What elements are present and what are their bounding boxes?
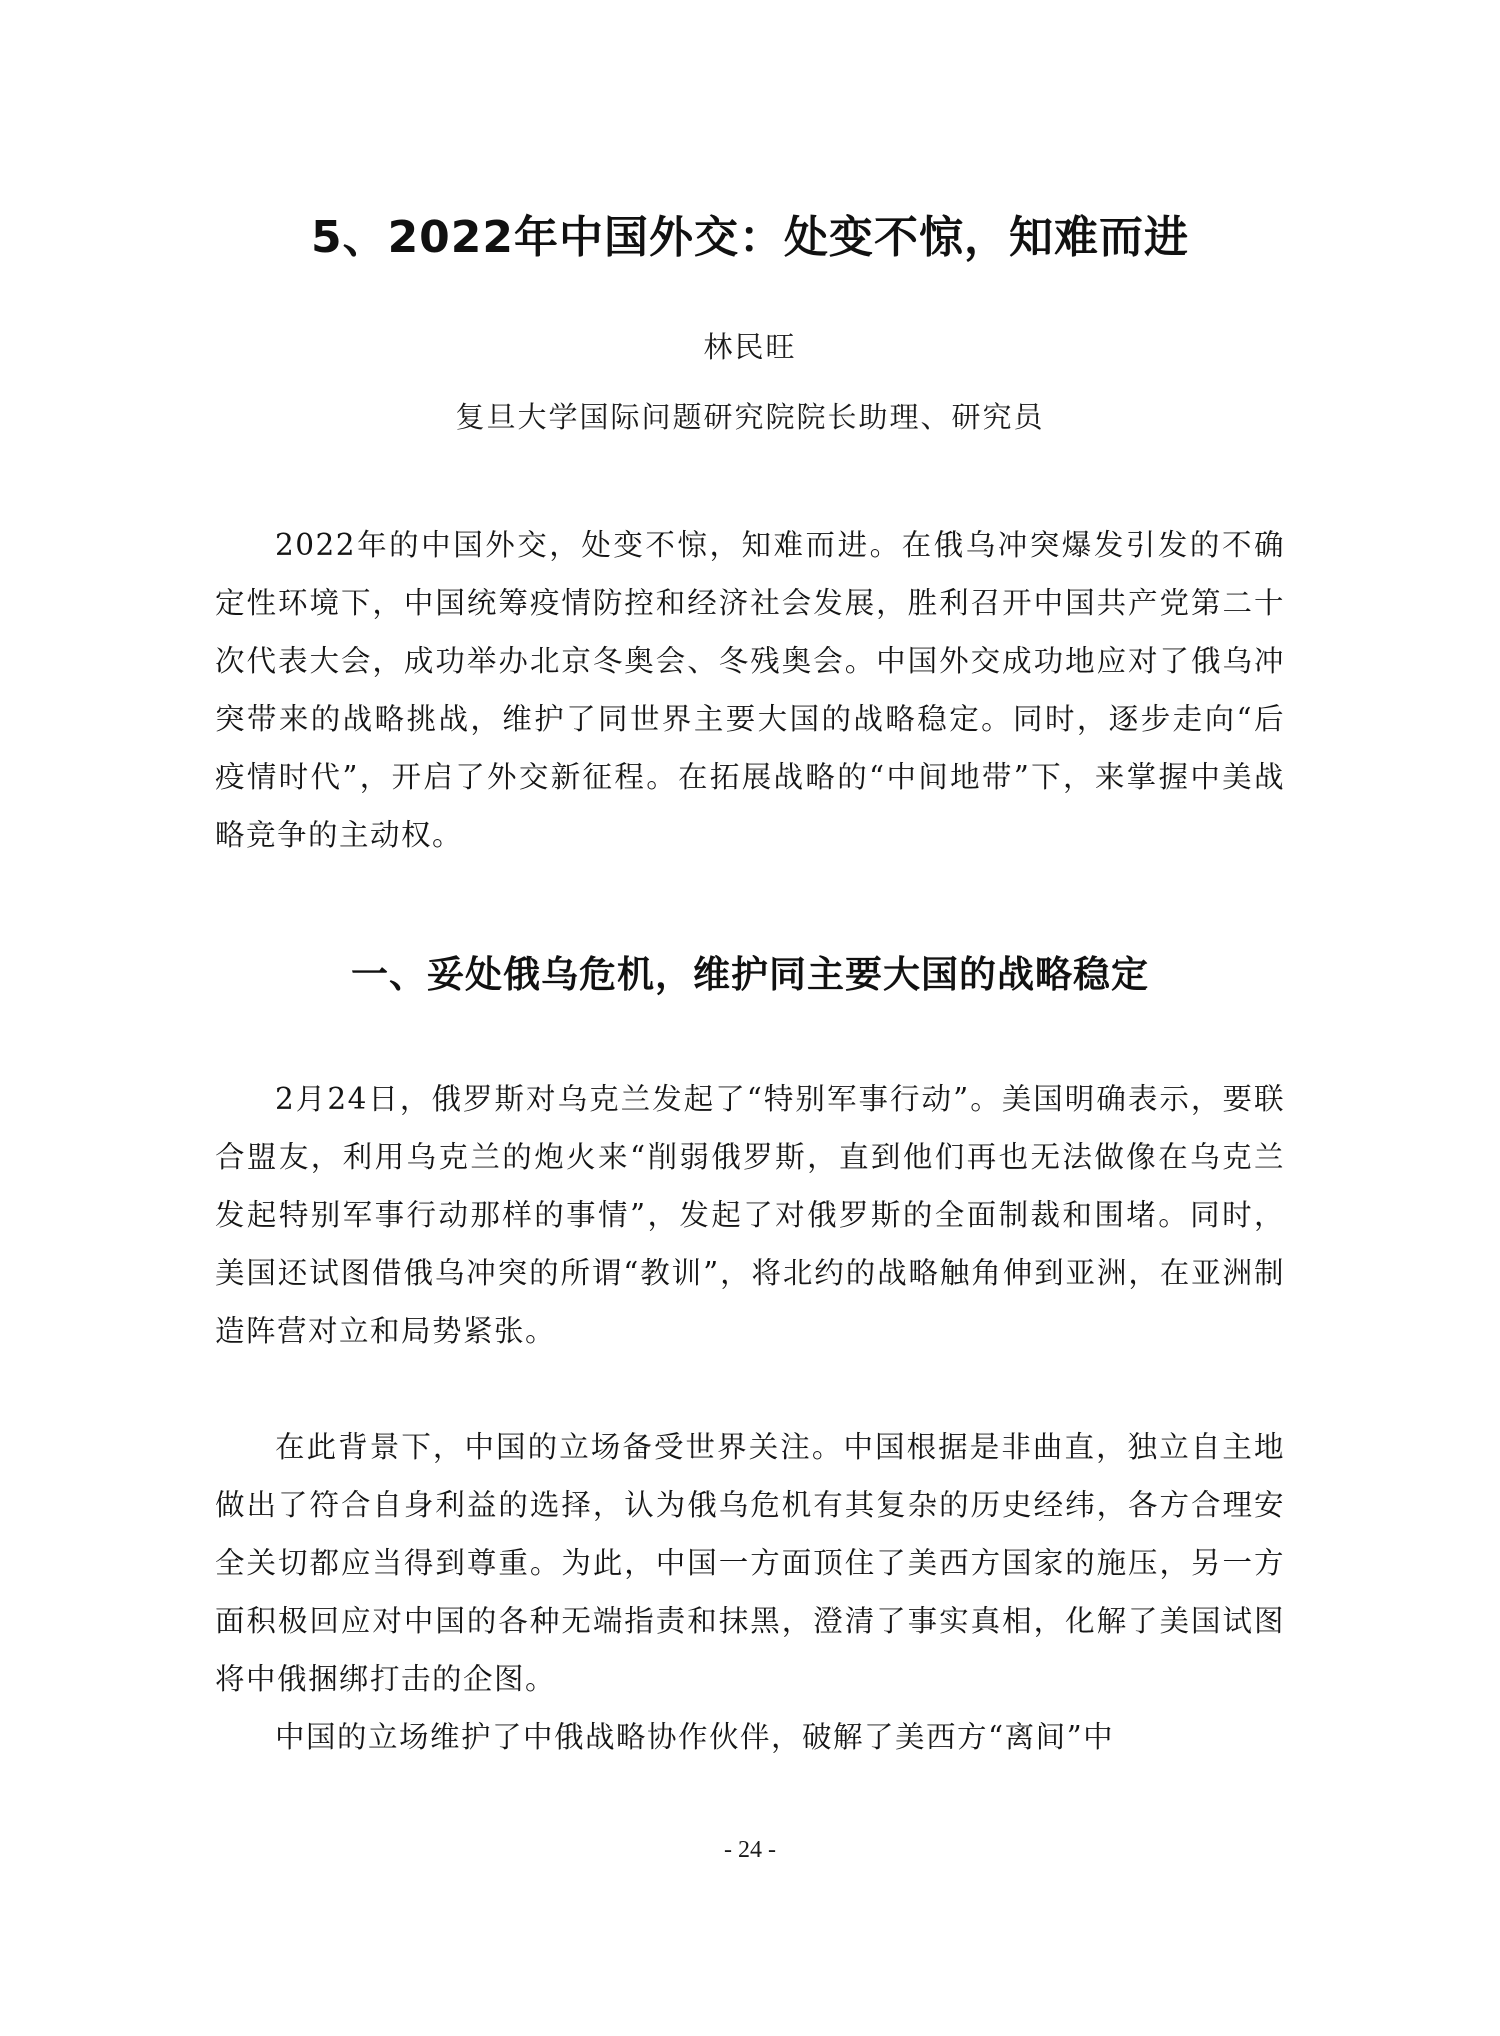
body-paragraph: 中国的立场维护了中俄战略协作伙伴，破解了美西方“离间”中 (275, 1720, 1115, 1754)
article-title: 5、2022年中国外交：处变不惊，知难而进 (310, 212, 1190, 263)
body-paragraph: 2月24日，俄罗斯对乌克兰发起了“特别军事行动”。美国明确表示，要联合盟友，利用乌克兰的炮火来“削弱俄罗斯，直到他们再也无法做像在乌克兰发起特别军事行动那样的事情”，发起了对俄罗斯的全面制裁和围堵。同时，美国还试图借俄乌冲突的所谓“教训”，将北约的战略触角伸到亚洲，在亚洲制造阵营对立和局势紧张。 (215, 1082, 1285, 1348)
page-number: - 24 - (724, 1837, 776, 1863)
author-affiliation: 复旦大学国际问题研究院院长助理、研究员 (455, 400, 1045, 434)
intro-paragraph: 2022年的中国外交，处变不惊，知难而进。在俄乌冲突爆发引发的不确定性环境下，中国统筹疫情防控和经济社会发展，胜利召开中国共产党第二十次代表大会，成功举办北京冬奥会、冬残奥会。中国外交成功地应对了俄乌冲突带来的战略挑战，维护了同世界主要大国的战略稳定。同时，逐步走向“后疫情时代”，开启了外交新征程。在拓展战略的“中间地带”下，来掌握中美战略竞争的主动权。 (215, 528, 1285, 852)
section-heading: 一、妥处俄乌危机，维护同主要大国的战略稳定 (351, 953, 1149, 996)
body-paragraph: 在此背景下，中国的立场备受世界关注。中国根据是非曲直，独立自主地做出了符合自身利益的选择，认为俄乌危机有其复杂的历史经纬，各方合理安全关切都应当得到尊重。为此，中国一方面顶住了美西方国家的施压，另一方面积极回应对中国的各种无端指责和抹黑，澄清了事实真相，化解了美国试图将中俄捆绑打击的企图。 (215, 1430, 1285, 1696)
author-name: 林民旺 (703, 330, 797, 364)
